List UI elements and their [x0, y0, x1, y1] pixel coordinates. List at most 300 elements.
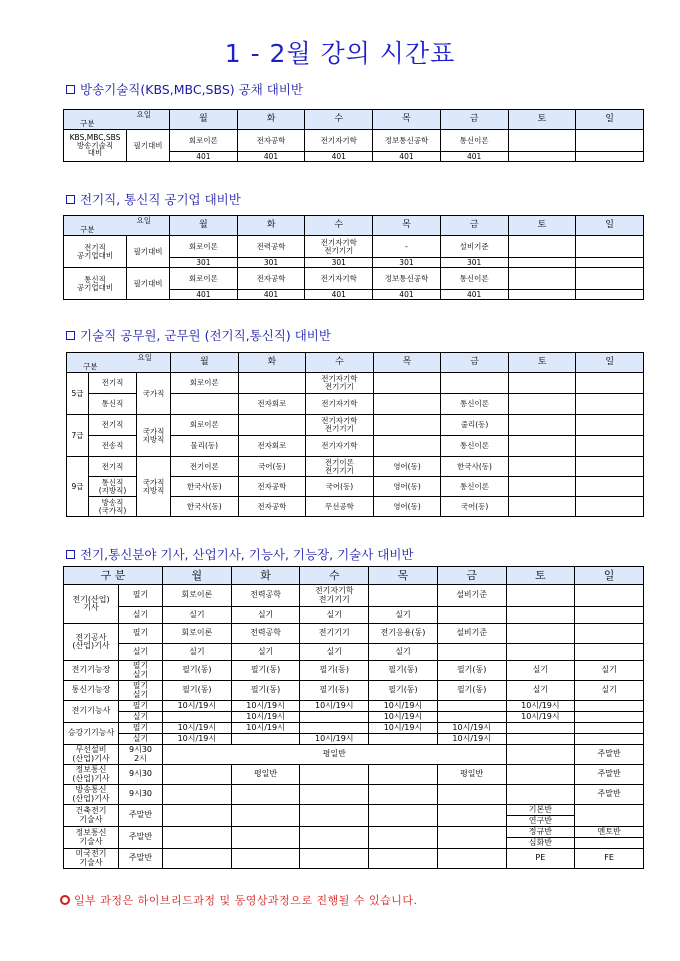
subject-cell: 실기 [300, 607, 369, 624]
subject-cell: 필기(동) [231, 661, 300, 681]
civ-cell: 국가직 [137, 373, 171, 415]
day-header: 수 [300, 567, 369, 585]
section3-heading [66, 326, 331, 344]
day-header: 화 [237, 110, 305, 130]
subject-cell: - [373, 236, 441, 258]
subject-cell: 10시/19시 [163, 701, 232, 712]
job-cell: 전기직 [89, 457, 137, 477]
course-name: 전기(산업) 기사 [64, 585, 119, 624]
room-cell: 401 [373, 152, 441, 162]
type-cell: 필기대비 [127, 268, 170, 300]
job-cell: 통신직 [89, 394, 137, 415]
subject-cell [437, 849, 506, 869]
subject-cell [238, 373, 306, 394]
subject-cell [508, 268, 576, 290]
subject-cell: 회로이론 [170, 236, 238, 258]
subject-cell: 전기자기학 전기기기 [306, 415, 374, 436]
subject-cell: 필기(동) [437, 661, 506, 681]
subject-cell: 회로이론 [171, 415, 239, 436]
room-cell: 301 [170, 258, 238, 268]
day-header: 금 [441, 353, 509, 373]
section4-heading-text: 전기,통신분야 기사, 산업기사, 기능사, 기능장, 기술사 대비반 [80, 547, 414, 562]
subject-cell: 실기 [300, 644, 369, 661]
subject-cell [508, 415, 576, 436]
room-cell: 301 [237, 258, 305, 268]
subject-cell: 실기 [231, 644, 300, 661]
type-cell: 필기 [119, 624, 163, 644]
subject-cell [506, 607, 575, 624]
subject-cell: 전기자기학 전기기기 [300, 585, 369, 607]
day-header: 일 [576, 353, 644, 373]
subject-cell [231, 827, 300, 849]
subject-cell [506, 723, 575, 734]
course-name: 미국전기 기술사 [64, 849, 119, 869]
subject-cell [300, 785, 369, 805]
subject-cell [171, 394, 239, 415]
subject-cell: 전기응용(동) [369, 624, 438, 644]
weekend-class-cell: 심화반 [506, 838, 575, 849]
weekday-class-cell: 평일반 [231, 765, 300, 785]
subject-cell: 국어(동) [441, 497, 509, 517]
day-header: 수 [305, 110, 373, 130]
room-cell: 401 [237, 152, 305, 162]
subject-cell: 10시/19시 [231, 723, 300, 734]
room-cell: 401 [170, 290, 238, 300]
type-cell: 필기 실기 [119, 681, 163, 701]
section4-heading [66, 545, 414, 563]
subject-cell: 10시/19시 [231, 712, 300, 723]
subject-cell: 전자공학 [238, 497, 306, 517]
civ-cell: 국가직 지방직 [137, 415, 171, 457]
subject-cell [441, 373, 509, 394]
day-header: 수 [306, 353, 374, 373]
subject-cell: 통신이론 [440, 130, 508, 152]
subject-cell [231, 734, 300, 745]
page-title: 1 - 2월 강의 시간표 [224, 39, 456, 68]
subject-cell: 설비기준 [437, 624, 506, 644]
subject-cell: 영어(동) [373, 477, 441, 497]
subject-cell [575, 644, 644, 661]
subject-cell: 실기 [506, 661, 575, 681]
room-cell [508, 258, 576, 268]
type-cell: 실기 [119, 734, 163, 745]
type-cell: 실기 [119, 712, 163, 723]
weekday-class-cell: 평일반 [163, 745, 507, 765]
day-header: 월 [163, 567, 232, 585]
weekend-class-cell: 정규반 [506, 827, 575, 838]
weekend-class-cell: PE [506, 849, 575, 869]
day-header: 금 [437, 567, 506, 585]
subject-cell [576, 373, 644, 394]
subject-cell [437, 827, 506, 849]
subject-cell: 한국사(동) [171, 477, 239, 497]
subject-cell [437, 644, 506, 661]
day-header: 목 [373, 110, 441, 130]
subject-cell: 10시/19시 [300, 701, 369, 712]
subject-cell: 통신이론 [440, 268, 508, 290]
subject-cell [437, 785, 506, 805]
room-cell: 301 [440, 258, 508, 268]
subject-cell: 필기(동) [437, 681, 506, 701]
job-cell: 방송직 (국가직) [89, 497, 137, 517]
room-cell [508, 152, 576, 162]
subject-cell [506, 644, 575, 661]
subject-cell [300, 712, 369, 723]
type-cell: 9시30 [119, 785, 163, 805]
day-header: 일 [576, 216, 644, 236]
subject-cell: 회로이론 [170, 268, 238, 290]
subject-cell: 10시/19시 [163, 723, 232, 734]
subject-cell: 회로이론 [171, 373, 239, 394]
subject-cell [576, 236, 644, 258]
weekday-class-cell: 평일반 [437, 765, 506, 785]
subject-cell [238, 415, 306, 436]
weekend-class-cell: 연구반 [506, 816, 575, 827]
civ-cell: 국가직 지방직 [137, 457, 171, 517]
room-cell [576, 290, 644, 300]
type-cell: 실기 [119, 644, 163, 661]
grade-cell: 9급 [67, 457, 89, 517]
subject-cell [508, 373, 576, 394]
day-header: 금 [440, 110, 508, 130]
room-cell: 401 [440, 152, 508, 162]
subject-cell [369, 785, 438, 805]
subject-cell: 10시/19시 [163, 734, 232, 745]
subject-cell: 정보통신공학 [373, 268, 441, 290]
section2-table [63, 215, 644, 300]
subject-cell [508, 236, 576, 258]
job-cell: 전기직 [89, 415, 137, 436]
subject-cell [373, 415, 441, 436]
subject-cell: 10시/19시 [369, 712, 438, 723]
day-header: 토 [508, 353, 576, 373]
subject-cell [369, 805, 438, 827]
section4-table [63, 566, 644, 869]
checkbox-square-icon [66, 331, 75, 340]
room-cell [576, 258, 644, 268]
subject-cell: 물리(동) [171, 436, 239, 457]
subject-cell [576, 130, 644, 152]
section3-heading-text: 기술직 공무원, 군무원 (전기직,통신직) 대비반 [80, 328, 331, 343]
group-cell: 통신직 공기업대비 [64, 268, 127, 300]
subject-cell: 10시/19시 [506, 712, 575, 723]
day-header: 토 [508, 216, 576, 236]
type-cell: 필기 [119, 723, 163, 734]
type-cell: 필기대비 [127, 130, 170, 162]
diag-header-cell: 요일 구분 [64, 110, 170, 130]
weekend-class-cell: 주말반 [575, 765, 644, 785]
subject-cell [575, 607, 644, 624]
subject-cell: 전기자기학 [305, 268, 373, 290]
subject-cell: 실기 [575, 661, 644, 681]
subject-cell [300, 723, 369, 734]
subject-cell [437, 701, 506, 712]
subject-cell: 실기 [163, 607, 232, 624]
day-header: 금 [440, 216, 508, 236]
subject-cell [369, 734, 438, 745]
subject-cell: 영어(동) [373, 497, 441, 517]
subject-cell: 10시/19시 [437, 723, 506, 734]
subject-cell: 국어(동) [238, 457, 306, 477]
group-cell: KBS,MBC,SBS 방송기술직 대비 [64, 130, 127, 162]
type-cell: 주말반 [119, 849, 163, 869]
subject-cell [437, 712, 506, 723]
subject-cell [508, 477, 576, 497]
subject-cell [575, 585, 644, 607]
subject-cell [373, 373, 441, 394]
diag-header-cell: 요일 구분 [67, 353, 171, 373]
subject-cell: 전력공학 [231, 585, 300, 607]
subject-cell [575, 701, 644, 712]
subject-cell [576, 268, 644, 290]
subject-cell: 회로이론 [170, 130, 238, 152]
diag-header-cell: 요일 구분 [64, 216, 170, 236]
type-cell: 필기 [119, 701, 163, 712]
day-header: 화 [237, 216, 305, 236]
job-cell: 전송직 [89, 436, 137, 457]
subject-cell [508, 497, 576, 517]
subject-cell: 필기(동) [369, 681, 438, 701]
day-header: 목 [373, 216, 441, 236]
day-header: 수 [305, 216, 373, 236]
subject-cell: 설비기준 [440, 236, 508, 258]
subject-cell: 전기이론 전기기기 [306, 457, 374, 477]
type-cell: 필기 실기 [119, 661, 163, 681]
subject-cell [506, 624, 575, 644]
subject-cell: 10시/19시 [231, 701, 300, 712]
subject-cell: 통신이론 [441, 394, 509, 415]
subject-cell: 설비기준 [437, 585, 506, 607]
subject-cell: 10시/19시 [369, 701, 438, 712]
subject-cell [437, 805, 506, 827]
subject-cell: 실기 [163, 644, 232, 661]
subject-cell [576, 415, 644, 436]
section2-heading-text: 전기직, 통신직 공기업 대비반 [80, 192, 241, 207]
subject-cell [506, 745, 575, 765]
section1-heading [66, 80, 303, 98]
group-header: 구 분 [64, 567, 163, 585]
weekend-class-cell: 주말반 [575, 785, 644, 805]
checkbox-square-icon [66, 195, 75, 204]
footer-note [60, 892, 418, 908]
subject-cell [300, 765, 369, 785]
subject-cell [369, 827, 438, 849]
subject-cell [437, 607, 506, 624]
subject-cell [575, 805, 644, 827]
day-header: 월 [170, 110, 238, 130]
subject-cell: 필기(동) [300, 681, 369, 701]
weekend-class-cell: FE [575, 849, 644, 869]
subject-cell [369, 849, 438, 869]
subject-cell: 회로이론 [163, 585, 232, 607]
subject-cell: 실기 [231, 607, 300, 624]
subject-cell: 실기 [369, 644, 438, 661]
subject-cell [575, 734, 644, 745]
subject-cell: 필기(동) [300, 661, 369, 681]
subject-cell [506, 585, 575, 607]
subject-cell: 한국사(동) [171, 497, 239, 517]
subject-cell [163, 785, 232, 805]
subject-cell [373, 436, 441, 457]
subject-cell: 영어(동) [373, 457, 441, 477]
subject-cell [508, 457, 576, 477]
subject-cell [231, 805, 300, 827]
subject-cell: 전기자기학 전기기기 [305, 236, 373, 258]
subject-cell: 줄리(동) [441, 415, 509, 436]
subject-cell [300, 805, 369, 827]
subject-cell [163, 805, 232, 827]
room-cell [576, 152, 644, 162]
room-cell: 401 [170, 152, 238, 162]
subject-cell: 실기 [369, 607, 438, 624]
subject-cell [508, 436, 576, 457]
course-name: 정보통신 (산업)기사 [64, 765, 119, 785]
day-header: 일 [576, 110, 644, 130]
subject-cell [576, 457, 644, 477]
subject-cell [231, 785, 300, 805]
subject-cell [575, 723, 644, 734]
subject-cell: 전기자기학 [306, 394, 374, 415]
type-cell: 필기대비 [127, 236, 170, 268]
room-cell: 401 [373, 290, 441, 300]
subject-cell: 전자회로 [238, 436, 306, 457]
subject-cell [576, 477, 644, 497]
weekend-class-cell: 기본반 [506, 805, 575, 816]
room-cell: 301 [373, 258, 441, 268]
day-header: 화 [231, 567, 300, 585]
subject-cell [575, 838, 644, 849]
type-cell: 주말반 [119, 827, 163, 849]
type-cell: 필기 [119, 585, 163, 607]
subject-cell: 10시/19시 [369, 723, 438, 734]
subject-cell [163, 849, 232, 869]
subject-cell: 전기자기학 전기기기 [306, 373, 374, 394]
subject-cell: 필기(동) [163, 681, 232, 701]
subject-cell: 전력공학 [231, 624, 300, 644]
subject-cell [506, 765, 575, 785]
subject-cell: 필기(동) [163, 661, 232, 681]
subject-cell [163, 712, 232, 723]
grade-cell: 5급 [67, 373, 89, 415]
type-cell: 주말반 [119, 805, 163, 827]
subject-cell: 필기(동) [231, 681, 300, 701]
type-cell: 9시30 [119, 765, 163, 785]
bullet-circle-icon [60, 895, 70, 905]
section1-table [63, 109, 644, 162]
weekend-class-cell: 멘토반 [575, 827, 644, 838]
subject-cell [576, 497, 644, 517]
course-name: 전기공사 (산업)기사 [64, 624, 119, 661]
subject-cell: 전자공학 [237, 130, 305, 152]
subject-cell [575, 712, 644, 723]
type-cell: 9시30 2시 [119, 745, 163, 765]
subject-cell: 통신이론 [441, 436, 509, 457]
section1-heading-text: 방송기술직(KBS,MBC,SBS) 공채 대비반 [80, 82, 303, 97]
checkbox-square-icon [66, 85, 75, 94]
day-header: 화 [238, 353, 306, 373]
subject-cell [373, 394, 441, 415]
room-cell [508, 290, 576, 300]
subject-cell: 실기 [575, 681, 644, 701]
day-header: 목 [369, 567, 438, 585]
course-name: 전기기능사 [64, 701, 119, 723]
subject-cell: 전기자기학 [306, 436, 374, 457]
subject-cell [575, 624, 644, 644]
section2-heading [66, 190, 241, 208]
room-cell: 401 [440, 290, 508, 300]
subject-cell [300, 849, 369, 869]
subject-cell: 필기(동) [369, 661, 438, 681]
subject-cell [231, 849, 300, 869]
subject-cell [508, 130, 576, 152]
subject-cell: 한국사(동) [441, 457, 509, 477]
subject-cell: 전력공학 [237, 236, 305, 258]
job-cell: 전기직 [89, 373, 137, 394]
footer-note-text: 일부 과정은 하이브리드과정 및 동영상과정으로 진행될 수 있습니다. [74, 894, 418, 907]
subject-cell: 전기이론 [171, 457, 239, 477]
subject-cell [163, 765, 232, 785]
subject-cell [506, 734, 575, 745]
subject-cell: 전자회로 [238, 394, 306, 415]
subject-cell: 10시/19시 [300, 734, 369, 745]
type-cell: 실기 [119, 607, 163, 624]
course-name: 전기기능장 [64, 661, 119, 681]
subject-cell: 전자공학 [238, 477, 306, 497]
day-header: 토 [506, 567, 575, 585]
subject-cell: 회로이론 [163, 624, 232, 644]
subject-cell: 10시/19시 [506, 701, 575, 712]
subject-cell: 국어(동) [306, 477, 374, 497]
subject-cell: 전기자기학 [305, 130, 373, 152]
subject-cell [506, 785, 575, 805]
grade-cell: 7급 [67, 415, 89, 457]
subject-cell: 무선공학 [306, 497, 374, 517]
subject-cell: 정보통신공학 [373, 130, 441, 152]
room-cell: 401 [305, 290, 373, 300]
room-cell: 301 [305, 258, 373, 268]
subject-cell [369, 585, 438, 607]
job-cell: 통신직 (지방직) [89, 477, 137, 497]
subject-cell: 통신이론 [441, 477, 509, 497]
course-name: 무선설비 (산업)기사 [64, 745, 119, 765]
group-cell: 전기직 공기업대비 [64, 236, 127, 268]
weekend-class-cell: 주말반 [575, 745, 644, 765]
subject-cell [369, 765, 438, 785]
subject-cell [576, 394, 644, 415]
subject-cell: 10시/19시 [437, 734, 506, 745]
day-header: 토 [508, 110, 576, 130]
course-name: 정보통신 기술사 [64, 827, 119, 849]
course-name: 통신기능장 [64, 681, 119, 701]
subject-cell [576, 436, 644, 457]
day-header: 월 [170, 216, 238, 236]
day-header: 목 [373, 353, 441, 373]
subject-cell [163, 827, 232, 849]
room-cell: 401 [237, 290, 305, 300]
subject-cell [508, 394, 576, 415]
subject-cell: 전자공학 [237, 268, 305, 290]
day-header: 일 [575, 567, 644, 585]
section3-table [66, 352, 644, 517]
day-header: 월 [171, 353, 239, 373]
subject-cell: 실기 [506, 681, 575, 701]
subject-cell [300, 827, 369, 849]
course-name: 승강기기능사 [64, 723, 119, 745]
room-cell: 401 [305, 152, 373, 162]
checkbox-square-icon [66, 550, 75, 559]
course-name: 방송통신 (산업)기사 [64, 785, 119, 805]
course-name: 건축전기 기술사 [64, 805, 119, 827]
